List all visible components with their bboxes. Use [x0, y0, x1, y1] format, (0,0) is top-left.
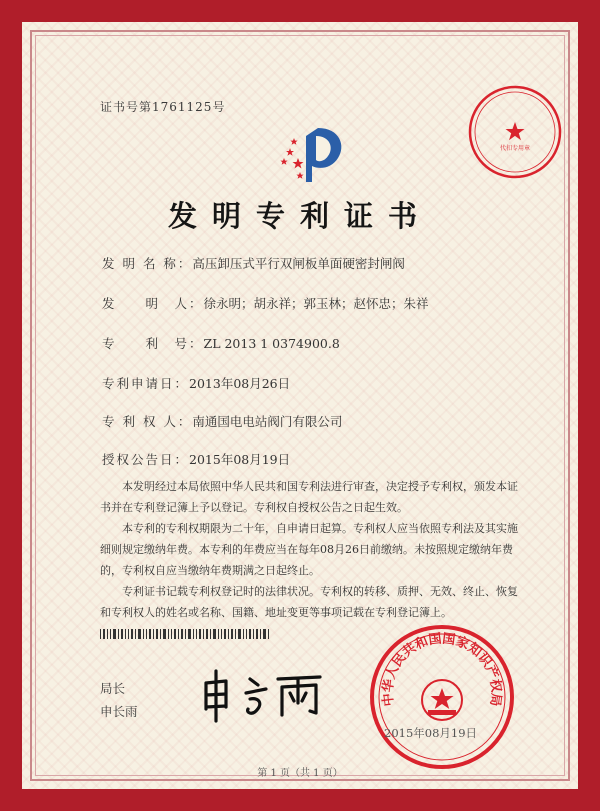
barcode-icon [100, 629, 270, 639]
field-value: 南通国电电站阀门有限公司 [192, 414, 343, 429]
field-application-date [102, 374, 290, 392]
field-label: 授权公告日： [102, 452, 190, 467]
official-seal-icon [367, 622, 517, 772]
page-number: 第 1 页（共 1 页） [257, 768, 343, 779]
field-value: 徐永明；胡永祥；郭玉林；赵怀忠；朱祥 [203, 296, 429, 311]
field-inventors [102, 294, 429, 312]
field-value: 2015年08月19日 [189, 452, 291, 467]
field-invention-name [102, 254, 405, 272]
field-patent-number [102, 334, 340, 352]
svg-text:代扣专用章: 代扣专用章 [499, 145, 531, 152]
handwritten-signature-icon [198, 665, 328, 725]
body-paragraph: 本专利的专利权期限为二十年，自申请日起算。专利权人应当依照专利法及其实施细则规定缴纳年费。本专利的年费应当在每年08月26日前缴纳。未按照规定缴纳年费的，专利权自应当缴纳年费期满之日起终止。 [100, 522, 518, 577]
certificate-paper [22, 22, 578, 789]
field-label: 专利申请日： [102, 376, 190, 391]
signatory-name: 申长雨 [100, 704, 138, 719]
field-value: ZL 2013 1 0374900.8 [203, 336, 340, 351]
body-paragraph: 本发明经过本局依照中华人民共和国专利法进行审查，决定授予专利权，颁发本证书并在专利登记簿上予以登记。专利权自授权公告之日起生效。 [100, 480, 518, 514]
field-label: 发 明 人： [102, 296, 204, 311]
body-paragraph: 专利证书记载专利权登记时的法律状况。专利权的转移、质押、无效、终止、恢复和专利权人的姓名或名称、国籍、地址变更等事项记载在专利登记簿上。 [100, 585, 518, 619]
field-label: 发 明 名 称： [102, 256, 193, 271]
patent-office-logo-icon [278, 122, 350, 186]
field-label: 专 利 权 人： [102, 414, 193, 429]
field-label: 专 利 号： [102, 336, 204, 351]
field-patentee [102, 412, 342, 430]
field-grant-date [102, 450, 290, 468]
agency-seal-icon [465, 82, 565, 182]
svg-text:中华人民共和国国家知识产权局: 中华人民共和国国家知识产权局 [380, 631, 504, 708]
certificate-number: 证书号第1761125号 [100, 100, 226, 114]
issue-date: 2015年08月19日 [384, 726, 478, 740]
certificate-title: 发明专利证书 [167, 199, 432, 233]
signatory-title: 局长 [100, 681, 126, 696]
field-value: 高压卸压式平行双闸板单面硬密封闸阀 [192, 256, 405, 271]
field-value: 2013年08月26日 [189, 376, 291, 391]
